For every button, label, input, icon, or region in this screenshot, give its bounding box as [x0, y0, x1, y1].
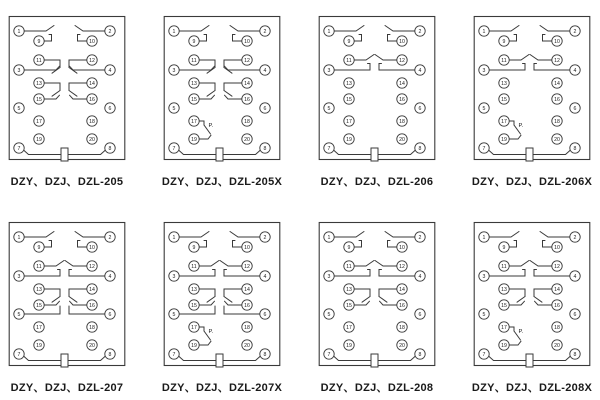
terminal-number: 15 [36, 302, 42, 309]
diagram-cell-dzl-206x [473, 15, 591, 189]
contact-row3 [509, 289, 525, 297]
terminal-number: 10 [89, 244, 95, 251]
contact-row1-no [354, 241, 361, 248]
terminal-number: 17 [346, 118, 352, 125]
diagram-cell-dzl-207 [8, 221, 126, 395]
contact-row1-no [509, 241, 516, 248]
coil-symbol [216, 354, 223, 367]
terminal-number: 5 [482, 311, 486, 318]
signal-contact [509, 121, 514, 125]
terminal-number: 17 [36, 118, 42, 125]
terminal-number: 15 [501, 96, 507, 103]
terminal-number: 14 [554, 80, 560, 87]
terminal-number: 1 [327, 234, 331, 241]
signal-label: P. [518, 123, 524, 129]
terminal-number: 18 [399, 324, 405, 331]
contact-row1-no [44, 241, 51, 248]
terminal-number: 8 [108, 351, 112, 358]
contact-row2-no [375, 261, 397, 267]
terminal-number: 12 [554, 57, 560, 64]
terminal-number: 11 [346, 263, 352, 270]
contact-row2-nc [199, 60, 215, 68]
terminal-number: 19 [501, 136, 507, 143]
terminal-number: 19 [501, 342, 507, 349]
diagram-label: DZY、DZJ、DZL-207 [10, 382, 124, 394]
terminal-number: 12 [244, 263, 250, 270]
contact-row3 [379, 289, 397, 297]
signal-contact [199, 327, 204, 331]
terminal-number: 10 [554, 38, 560, 45]
signal-label: P. [208, 329, 214, 335]
terminal-number: 11 [36, 57, 42, 64]
terminal-number: 15 [191, 96, 197, 103]
terminal-number: 19 [36, 136, 42, 143]
diagram-cell-dzl-208x [473, 221, 591, 395]
contact-row3 [224, 289, 242, 297]
relay-case-outline [164, 17, 280, 160]
terminal-number: 1 [327, 28, 331, 35]
terminal-number: 13 [36, 80, 42, 87]
terminal-number: 6 [573, 311, 577, 318]
terminal-number: 10 [244, 38, 250, 45]
terminal-number: 5 [17, 311, 21, 318]
terminal-number: 18 [554, 118, 560, 125]
terminal-number: 18 [89, 324, 95, 331]
contact-row1-no [354, 35, 361, 42]
terminal-number: 1 [17, 234, 21, 241]
coil-symbol [61, 354, 68, 367]
terminal-number: 12 [244, 57, 250, 64]
terminal-number: 8 [418, 351, 422, 358]
terminal-number: 16 [554, 302, 560, 309]
terminal-number: 11 [191, 263, 197, 270]
contact-row1-no [230, 232, 260, 238]
diagram-cell-dzl-205x [163, 15, 281, 189]
terminal-number: 11 [191, 57, 197, 64]
terminal-diagram-dzl-208x [473, 221, 591, 371]
contact-row1-no [199, 241, 206, 248]
contact-row1-no [75, 232, 105, 238]
terminal-number: 17 [191, 118, 197, 125]
terminal-number: 16 [89, 302, 95, 309]
terminal-number: 11 [501, 263, 507, 270]
terminal-number: 6 [108, 311, 112, 318]
terminal-number: 13 [501, 80, 507, 87]
terminal-number: 2 [573, 28, 577, 35]
contact-row2-nc [179, 66, 214, 70]
terminal-number: 20 [244, 342, 250, 349]
terminal-number: 14 [89, 286, 95, 293]
terminal-number: 4 [108, 67, 112, 74]
contact-row2-nc [70, 66, 105, 70]
terminal-number: 9 [37, 38, 41, 45]
terminal-number: 7 [17, 351, 21, 358]
contact-row2-no [509, 261, 529, 267]
terminal-number: 7 [482, 145, 486, 152]
relay-case-outline [319, 223, 435, 366]
contact-row2-no [220, 261, 242, 267]
terminal-number: 14 [399, 286, 405, 293]
terminal-number: 1 [17, 28, 21, 35]
terminal-number: 17 [36, 324, 42, 331]
terminal-number: 15 [191, 302, 197, 309]
contact-row3 [69, 289, 87, 297]
terminal-number: 16 [554, 96, 560, 103]
terminal-number: 17 [191, 324, 197, 331]
diagram-cell-dzl-206 [318, 15, 436, 189]
contact-row3 [354, 289, 370, 297]
terminal-number: 20 [89, 136, 95, 143]
contact-row2-nc [224, 60, 242, 68]
terminal-number: 17 [501, 118, 507, 125]
signal-contact [199, 341, 211, 345]
terminal-number: 11 [346, 57, 352, 64]
signal-contact [509, 341, 521, 345]
terminal-number: 7 [327, 145, 331, 152]
terminal-number: 19 [191, 342, 197, 349]
contact-row2-no [65, 261, 87, 267]
terminal-number: 8 [573, 351, 577, 358]
terminal-number: 7 [327, 351, 331, 358]
terminal-number: 2 [108, 28, 112, 35]
signal-contact [199, 135, 211, 139]
terminal-number: 8 [263, 145, 267, 152]
contact-row3 [70, 301, 87, 305]
terminal-diagram-dzl-205 [8, 15, 126, 165]
relay-case-outline [474, 17, 590, 160]
terminal-diagram-dzl-206 [318, 15, 436, 165]
contact-row2-nc [24, 66, 59, 70]
terminal-number: 18 [244, 324, 250, 331]
contact-row2-no [379, 64, 415, 71]
relay-case-outline [9, 223, 125, 366]
terminal-diagram-dzl-205x [163, 15, 281, 165]
terminal-number: 17 [501, 324, 507, 331]
terminal-number: 10 [89, 38, 95, 45]
contact-row1-no [385, 232, 415, 238]
terminal-number: 8 [263, 351, 267, 358]
terminal-number: 2 [263, 234, 267, 241]
contact-row2-no [354, 55, 374, 61]
terminal-number: 20 [399, 342, 405, 349]
contact-row1-no [489, 232, 519, 238]
contact-row2-no [44, 261, 64, 267]
contact-row2-no [530, 55, 552, 61]
contact-row2-no [379, 270, 415, 277]
terminal-number: 13 [191, 80, 197, 87]
terminal-number: 3 [17, 67, 21, 74]
contact-row1-no [233, 35, 242, 42]
contact-row3 [44, 289, 60, 297]
terminal-number: 15 [501, 302, 507, 309]
terminal-number: 12 [399, 263, 405, 270]
contact-row1-no [179, 232, 209, 238]
terminal-number: 16 [244, 302, 250, 309]
terminal-number: 1 [482, 28, 486, 35]
terminal-number: 7 [172, 145, 176, 152]
terminal-diagram-dzl-206x [473, 15, 591, 165]
terminal-number: 20 [554, 342, 560, 349]
terminal-number: 6 [108, 105, 112, 112]
terminal-number: 5 [172, 311, 176, 318]
terminal-number: 14 [244, 80, 250, 87]
terminal-number: 16 [244, 96, 250, 103]
terminal-number: 3 [327, 67, 331, 74]
terminal-number: 4 [263, 273, 267, 280]
terminal-number: 14 [244, 286, 250, 293]
signal-label: P. [208, 123, 214, 129]
terminal-number: 11 [501, 57, 507, 64]
terminal-number: 6 [573, 105, 577, 112]
terminal-diagram-dzl-207 [8, 221, 126, 371]
terminal-number: 2 [418, 234, 422, 241]
contact-row2-no [534, 270, 570, 277]
contact-row2-nc [44, 60, 60, 68]
terminal-number: 14 [399, 80, 405, 87]
terminal-number: 12 [399, 57, 405, 64]
contact-row1-no [179, 26, 209, 32]
terminal-number: 6 [418, 105, 422, 112]
signal-contact [509, 327, 514, 331]
terminal-number: 1 [482, 234, 486, 241]
terminal-number: 9 [502, 38, 506, 45]
terminal-number: 13 [36, 286, 42, 293]
contact-row2-no [199, 261, 219, 267]
contact-row2-no [375, 55, 397, 61]
contact-row1-no [199, 35, 206, 42]
terminal-number: 19 [346, 342, 352, 349]
terminal-number: 13 [501, 286, 507, 293]
terminal-number: 16 [399, 302, 405, 309]
terminal-number: 20 [89, 342, 95, 349]
relay-case-outline [474, 223, 590, 366]
diagram-cell-dzl-208 [318, 221, 436, 395]
contact-row1-no [78, 241, 87, 248]
contact-row1-no [75, 26, 105, 32]
terminal-number: 14 [554, 286, 560, 293]
terminal-number: 20 [399, 136, 405, 143]
contact-row1-no [24, 232, 54, 238]
coil-symbol [216, 148, 223, 161]
contact-row1-no [230, 26, 260, 32]
terminal-number: 8 [108, 145, 112, 152]
contact-row3 [534, 289, 552, 297]
contact-row1-no [44, 35, 51, 42]
coil-symbol [371, 148, 378, 161]
contact-row3 [380, 301, 397, 305]
terminal-number: 2 [263, 28, 267, 35]
terminal-number: 3 [17, 273, 21, 280]
contact-row1-no [388, 241, 397, 248]
terminal-number: 4 [573, 67, 577, 74]
diagram-label: DZY、DZJ、DZL-207X [161, 382, 283, 394]
terminal-number: 9 [347, 38, 351, 45]
terminal-number: 11 [36, 263, 42, 270]
terminal-number: 10 [399, 38, 405, 45]
terminal-number: 9 [347, 244, 351, 251]
diagram-label: DZY、DZJ、DZL-206X [471, 176, 593, 188]
terminal-number: 3 [482, 273, 486, 280]
terminal-number: 8 [418, 145, 422, 152]
terminal-number: 12 [89, 57, 95, 64]
terminal-number: 2 [108, 234, 112, 241]
terminal-number: 13 [346, 286, 352, 293]
terminal-number: 13 [191, 286, 197, 293]
terminal-number: 12 [89, 263, 95, 270]
terminal-number: 7 [482, 351, 486, 358]
terminal-number: 4 [418, 273, 422, 280]
diagram-cell-dzl-207x [163, 221, 281, 395]
contact-row1-no [489, 26, 519, 32]
contact-row1-no [233, 241, 242, 248]
contact-row2-no [224, 270, 260, 277]
contact-row3 [535, 301, 552, 305]
contact-row1-no [78, 35, 87, 42]
terminal-number: 5 [172, 105, 176, 112]
diagram-cell-dzl-205 [8, 15, 126, 189]
contact-row2-no [354, 261, 374, 267]
terminal-number: 1 [172, 234, 176, 241]
terminal-number: 3 [327, 273, 331, 280]
terminal-diagram-dzl-207x [163, 221, 281, 371]
terminal-number: 9 [192, 38, 196, 45]
terminal-number: 9 [192, 244, 196, 251]
terminal-number: 18 [244, 118, 250, 125]
diagram-label: DZY、DZJ、DZL-208 [320, 382, 434, 394]
terminal-number: 3 [172, 67, 176, 74]
terminal-number: 9 [502, 244, 506, 251]
terminal-number: 4 [263, 67, 267, 74]
terminal-number: 12 [554, 263, 560, 270]
terminal-number: 4 [108, 273, 112, 280]
coil-symbol [61, 148, 68, 161]
terminal-number: 18 [399, 118, 405, 125]
terminal-number: 16 [89, 96, 95, 103]
contact-row2-no [530, 261, 552, 267]
terminal-number: 10 [399, 244, 405, 251]
terminal-number: 14 [89, 80, 95, 87]
diagram-label: DZY、DZJ、DZL-208X [471, 382, 593, 394]
contact-row3 [225, 301, 242, 305]
contact-row1-no [385, 26, 415, 32]
diagram-label: DZY、DZJ、DZL-205X [161, 176, 283, 188]
contact-row3 [225, 95, 242, 99]
terminal-number: 2 [573, 234, 577, 241]
terminal-number: 5 [327, 105, 331, 112]
coil-symbol [371, 354, 378, 367]
signal-contact [199, 121, 204, 125]
contact-row1-no [540, 232, 570, 238]
contact-row2-nc [225, 66, 260, 70]
terminal-number: 19 [191, 136, 197, 143]
terminal-number: 4 [573, 273, 577, 280]
contact-row3 [199, 83, 215, 91]
contact-row1-no [543, 241, 552, 248]
contact-row2-nc [69, 60, 87, 68]
terminal-number: 10 [244, 244, 250, 251]
terminal-number: 18 [554, 324, 560, 331]
contact-row1-no [540, 26, 570, 32]
contact-row3 [44, 83, 60, 91]
terminal-number: 19 [36, 342, 42, 349]
coil-symbol [526, 148, 533, 161]
terminal-number: 5 [327, 311, 331, 318]
terminal-diagram-dzl-208 [318, 221, 436, 371]
terminal-number: 15 [36, 96, 42, 103]
terminal-number: 7 [172, 351, 176, 358]
contact-row1-no [334, 26, 364, 32]
contact-row3 [199, 289, 215, 297]
relay-case-outline [9, 17, 125, 160]
terminal-number: 4 [418, 67, 422, 74]
terminal-number: 13 [346, 80, 352, 87]
terminal-number: 15 [346, 302, 352, 309]
terminal-number: 8 [573, 145, 577, 152]
coil-symbol [526, 354, 533, 367]
relay-case-outline [164, 223, 280, 366]
contact-row1-no [334, 232, 364, 238]
signal-label: P. [518, 329, 524, 335]
relay-case-outline [319, 17, 435, 160]
terminal-number: 17 [346, 324, 352, 331]
terminal-number: 15 [346, 96, 352, 103]
terminal-number: 3 [172, 273, 176, 280]
contact-row2-no [509, 55, 529, 61]
terminal-number: 10 [554, 244, 560, 251]
terminal-number: 9 [37, 244, 41, 251]
contact-row1-no [543, 35, 552, 42]
diagram-label: DZY、DZJ、DZL-206 [320, 176, 434, 188]
terminal-number: 7 [17, 145, 21, 152]
terminal-number: 20 [554, 136, 560, 143]
terminal-number: 20 [244, 136, 250, 143]
terminal-number: 5 [482, 105, 486, 112]
terminal-number: 19 [346, 136, 352, 143]
terminal-number: 18 [89, 118, 95, 125]
contact-row2-no [69, 270, 105, 277]
contact-row3 [70, 95, 87, 99]
terminal-number: 3 [482, 67, 486, 74]
terminal-number: 6 [418, 311, 422, 318]
terminal-number: 6 [263, 311, 267, 318]
signal-contact [509, 135, 521, 139]
contact-row3 [69, 83, 87, 91]
terminal-number: 2 [418, 28, 422, 35]
terminal-number: 1 [172, 28, 176, 35]
contact-row1-no [388, 35, 397, 42]
contact-row3 [224, 83, 242, 91]
terminal-number: 6 [263, 105, 267, 112]
contact-row1-no [24, 26, 54, 32]
contact-row2-no [534, 64, 570, 71]
diagram-label: DZY、DZJ、DZL-205 [10, 176, 124, 188]
terminal-number: 5 [17, 105, 21, 112]
contact-row1-no [509, 35, 516, 42]
terminal-number: 16 [399, 96, 405, 103]
